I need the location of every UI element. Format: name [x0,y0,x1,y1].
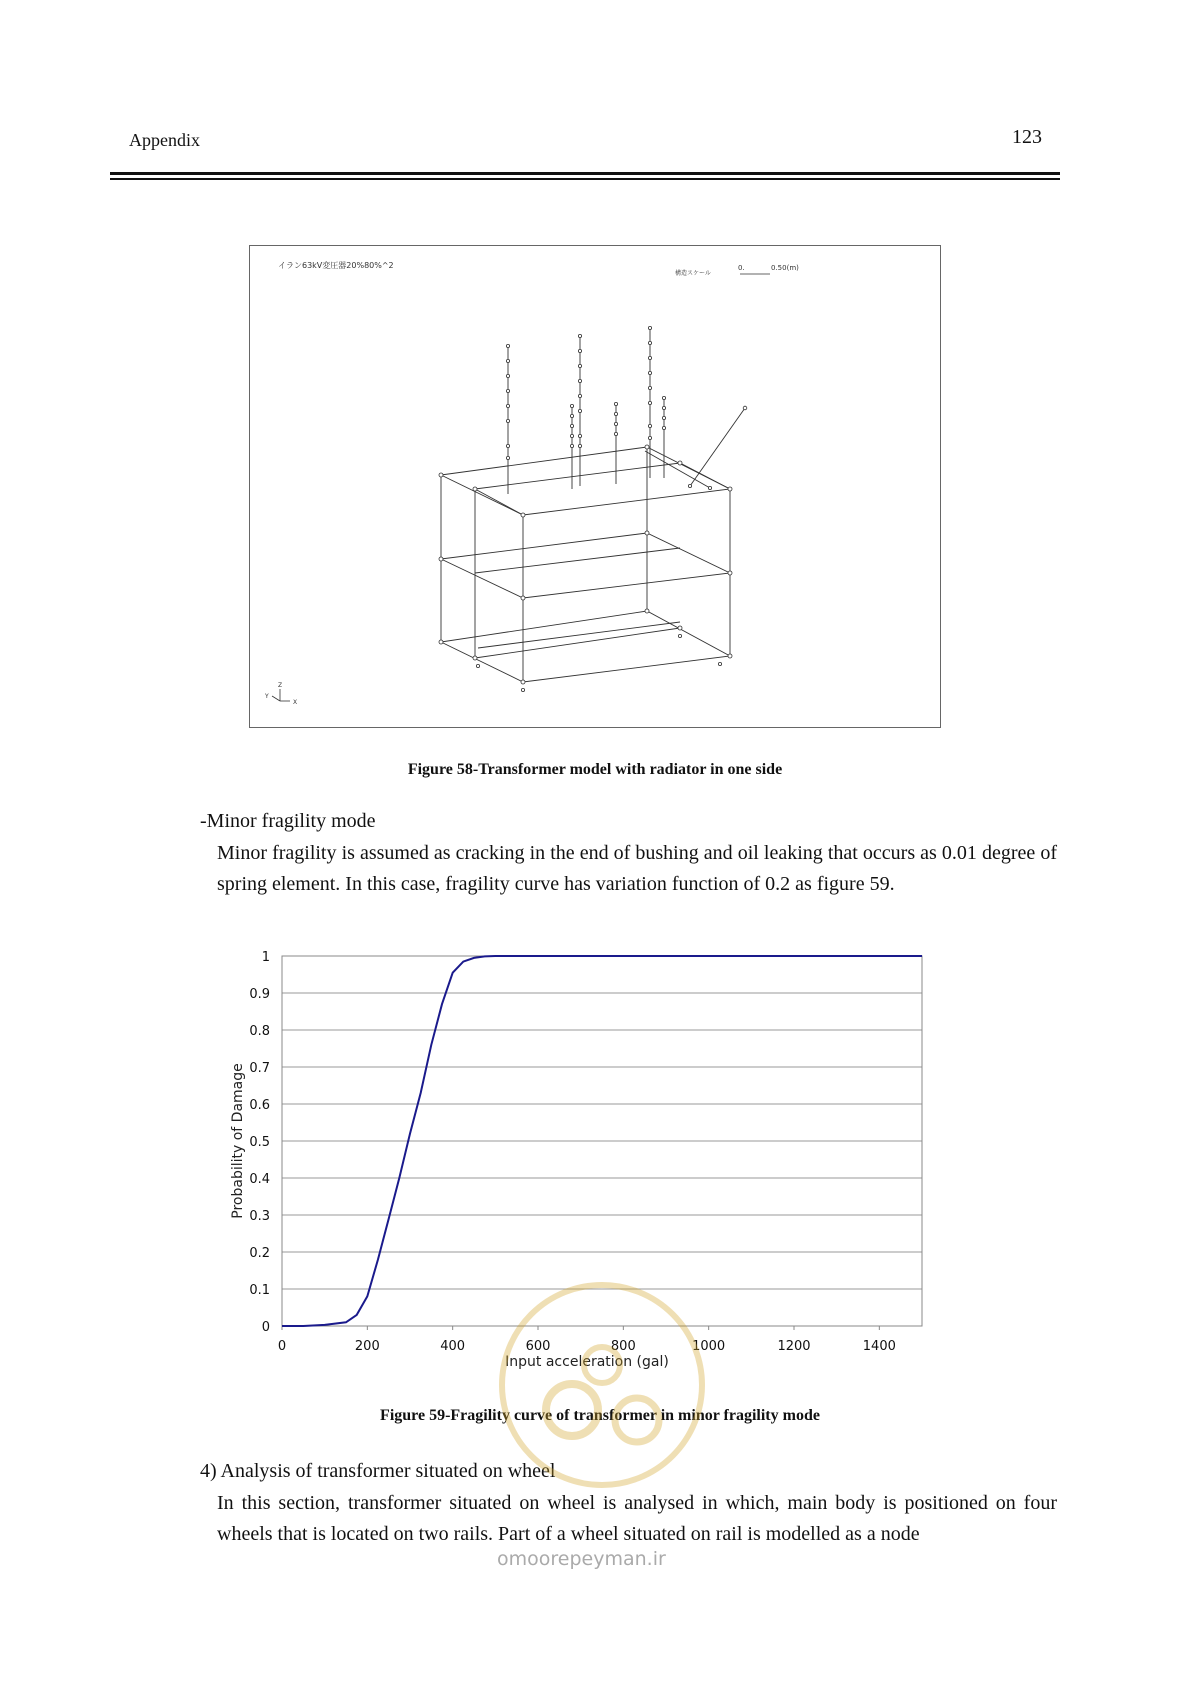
transformer-nodes [439,326,747,691]
y-tick-label: 0.3 [249,1209,270,1224]
chart-y-axis-label: Probability of Damage [230,1063,246,1219]
x-tick-label: 200 [354,1339,380,1354]
page-number: 123 [1012,126,1042,148]
wheel-analysis-heading: 4) Analysis of transformer situated on wheel [200,1460,556,1482]
y-tick-label: 0.5 [249,1135,270,1150]
y-tick-label: 0.7 [249,1061,270,1076]
y-tick-label: 0.6 [249,1098,270,1113]
axis-triad-icon [272,689,290,701]
figure-58-transformer-model [249,245,941,728]
y-tick-label: 1 [261,950,270,965]
x-tick-label: 400 [440,1339,466,1354]
y-tick-label: 0.4 [249,1172,270,1187]
wheel-analysis-paragraph: In this section, transformer situated on wheel is analysed in which, main body is positioned on four wheels that is located on two rails. Part of a wheel situated on rail is modelled as a node [217,1492,1057,1545]
publisher-stamp-logo [492,1270,712,1500]
figure-58-model-label: イラン63kV変圧器20%80%^2 [278,261,394,270]
x-tick-label: 1200 [777,1339,811,1354]
x-tick-label: 600 [525,1339,551,1354]
y-tick-label: 0.9 [249,987,270,1002]
minor-fragility-heading: -Minor fragility mode [200,810,376,832]
figure-58-scale-label: 構造スケール [675,270,711,277]
figure-58-caption: Figure 58-Transformer model with radiator in one side [407,761,783,778]
header-rule-thin [110,178,1060,180]
x-tick-label: 1400 [862,1339,896,1354]
minor-fragility-paragraph: Minor fragility is assumed as cracking in the end of bushing and oil leaking that occurs as 0.01 degree of spring element. In this case, fragility curve has variation function of 0.2 as figure 59. [217,842,1057,895]
x-tick-label: 1000 [692,1339,726,1354]
y-tick-label: 0.1 [249,1283,270,1298]
y-tick-label: 0.2 [249,1246,270,1261]
running-header-section: Appendix [129,130,200,150]
header-rule-thick [110,172,1060,175]
axis-z-label: Z [278,682,283,689]
figure-58-scale-value: 0.50(m) [771,264,799,272]
axis-x-label: X [293,699,298,706]
y-tick-label: 0 [261,1320,270,1335]
transformer-wireframe [441,328,745,682]
x-tick-label: 800 [610,1339,636,1354]
watermark-text: omoorepeyman.ir [497,1548,666,1570]
figure-58-scale-zero: 0. [738,264,745,272]
chart-x-axis-label: Input acceleration (gal) [505,1354,669,1370]
axis-y-label: Y [265,693,269,700]
y-tick-label: 0.8 [249,1024,270,1039]
x-tick-label: 0 [277,1339,287,1354]
figure-59-caption: Figure 59-Fragility curve of transformer in minor fragility mode [380,1407,820,1424]
